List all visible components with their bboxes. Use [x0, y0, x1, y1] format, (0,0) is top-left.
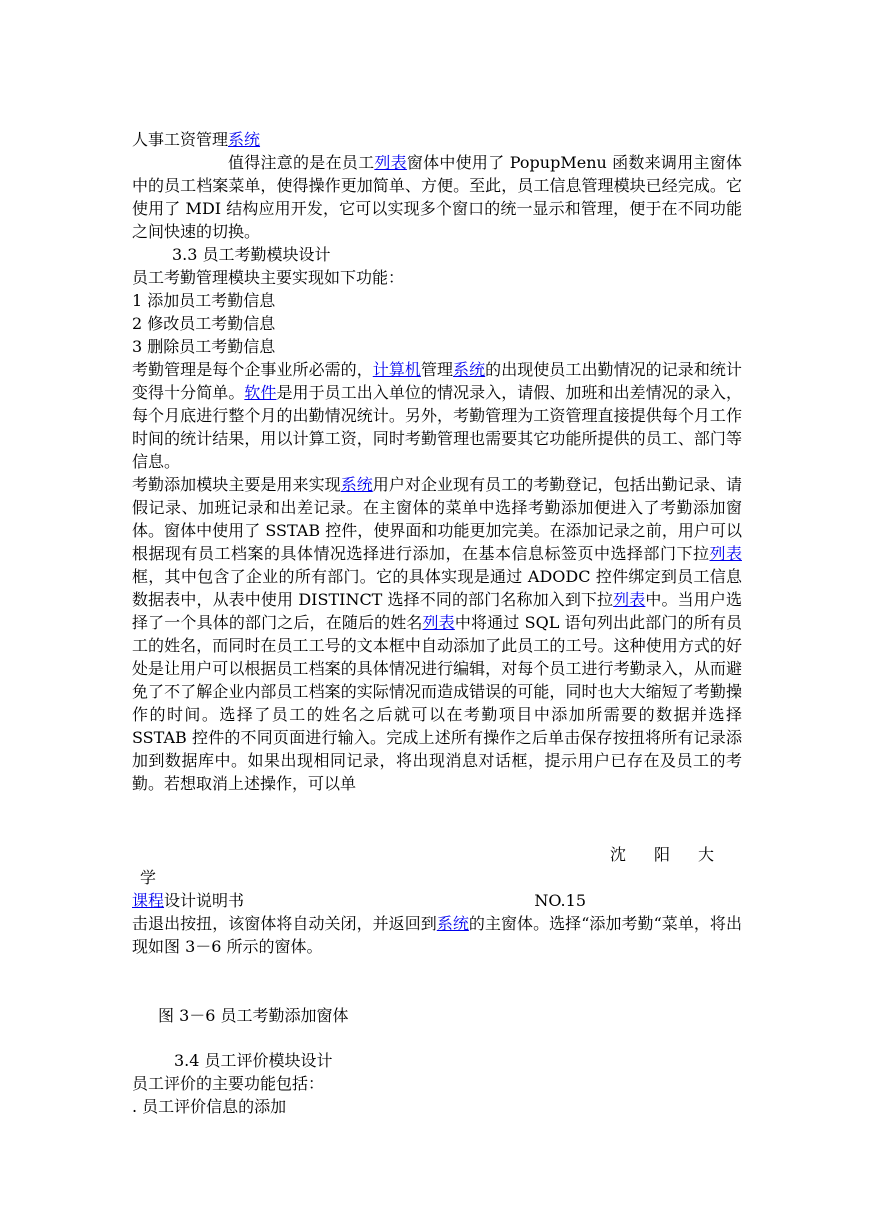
text-run: 击退出按扭，该窗体将自动关闭，并返回到: [132, 914, 437, 933]
link-list[interactable]: 列表: [374, 153, 407, 172]
paragraph-attendance-management: [132, 358, 742, 473]
text-run: 管理: [420, 360, 454, 379]
document-page: [132, 128, 742, 1118]
section-heading-3-3: 3.3 员工考勤模块设计: [172, 245, 331, 264]
text-run: 考勤管理是每个企事业所必需的，: [132, 360, 373, 379]
section-intro-3-4: 员工评价的主要功能包括：: [132, 1074, 325, 1093]
paragraph-exit-button: [132, 912, 742, 958]
paragraph-popupmenu: [132, 151, 742, 243]
link-system[interactable]: 系统: [436, 914, 469, 933]
header-title: 人事工资管理: [132, 130, 229, 149]
footer-school-name-tail: 学: [140, 868, 157, 887]
text-run: 设计说明书: [164, 891, 245, 910]
list-item: 1 添加员工考勤信息: [132, 291, 276, 310]
paragraph-attendance-add-module: [132, 473, 742, 795]
footer-course: [132, 889, 244, 912]
spacer: [132, 1027, 742, 1049]
text-run: 中。当用户选择了一个具体的部门之后，在随后的姓名: [132, 590, 742, 632]
text-run: 框，其中包含了企业的所有部门。它的具体实现是通过 ADODC 控件绑定到员工信息数据表中，从表中使用 DISTINCT 选择不同的部门名称加入到下拉: [132, 567, 742, 609]
link-system[interactable]: 系统: [340, 475, 373, 494]
link-course[interactable]: 课程: [132, 891, 165, 910]
section-intro-3-3: 员工考勤管理模块主要实现如下功能：: [132, 268, 405, 287]
text-run: 窗体中使用了 PopupMenu 函数来调用主窗体中的员工档案菜单，使得操作更加简单、方便。至此，员工信息管理模块已经完成。它使用了 MDI 结构应用开发，它可以实现多个窗口的统一显示和管理，便于在不同功能之间快速的切换。: [132, 153, 742, 241]
list-item: . 员工评价信息的添加: [132, 1097, 287, 1116]
link-computer[interactable]: 计算机: [372, 360, 421, 379]
footer-course-line: [132, 889, 742, 912]
page-number: NO.15: [534, 891, 586, 910]
document-header: [132, 128, 742, 151]
link-system[interactable]: 系统: [228, 130, 261, 149]
list-item: 2 修改员工考勤信息: [132, 314, 276, 333]
figure-caption: 图 3－6 员工考勤添加窗体: [158, 1006, 349, 1025]
footer-school-name: 沈阳大: [609, 845, 742, 864]
text-run: 值得注意的是在员工: [228, 153, 375, 172]
text-run: 中将通过 SQL 语句列出此部门的所有员工的姓名，而同时在员工工号的文本框中自动添加了此员工的工号。这种使用方式的好处是让用户可以根据员工档案的具体情况进行编辑，对每个员工进行考勤录入，从而避免了不了解企业内部员工档案的实际情况而造成错误的可能，同时也大大缩短了考勤操作的时间。选择了员工的姓名之后就可以在考勤项目中添加所需要的数据并选择 SSTAB 控件的不同页面进行输入。完成上述所有操作之后单击保存按扭将所有记录添加到数据库中。如果出现相同记录，将出现消息对话框，提示用户已存在及员工的考勤。若想取消上述操作，可以单: [132, 613, 742, 793]
figure-placeholder: [132, 958, 742, 1004]
link-software[interactable]: 软件: [244, 383, 277, 402]
text-run: 的出现使员工出勤情况的记录和统计变得十分简单。: [132, 360, 742, 402]
text-run: 是用于员工出入单位的情况录入，请假、加班和出差情况的录入，每个月底进行整个月的出勤情况统计。另外，考勤管理为工资管理直接提供每个月工作时间的统计结果，用以计算工资，同时考勤管理也需要其它功能所提供的员工、部门等信息。: [132, 383, 742, 471]
section-heading-3-4: 3.4 员工评价模块设计: [174, 1051, 333, 1070]
link-list[interactable]: 列表: [422, 613, 455, 632]
link-system[interactable]: 系统: [453, 360, 486, 379]
spacer: [132, 795, 742, 843]
text-run: 的主窗体。选择“添加考勤“菜单，将出现如图 3－6 所示的窗体。: [132, 914, 742, 956]
link-list[interactable]: 列表: [613, 590, 646, 609]
text-run: 考勤添加模块主要是用来实现: [132, 475, 341, 494]
list-item: 3 删除员工考勤信息: [132, 337, 276, 356]
link-list[interactable]: 列表: [709, 544, 742, 563]
text-run: 用户对企业现有员工的考勤登记，包括出勤记录、请假记录、加班记录和出差记录。在主窗体的菜单中选择考勤添加便进入了考勤添加窗体。窗体中使用了 SSTAB 控件，使界面和功能更加完美。在添加记录之前，用户可以根据现有员工档案的具体情况选择进行添加，在基本信息标签页中选择部门下拉: [132, 475, 742, 563]
